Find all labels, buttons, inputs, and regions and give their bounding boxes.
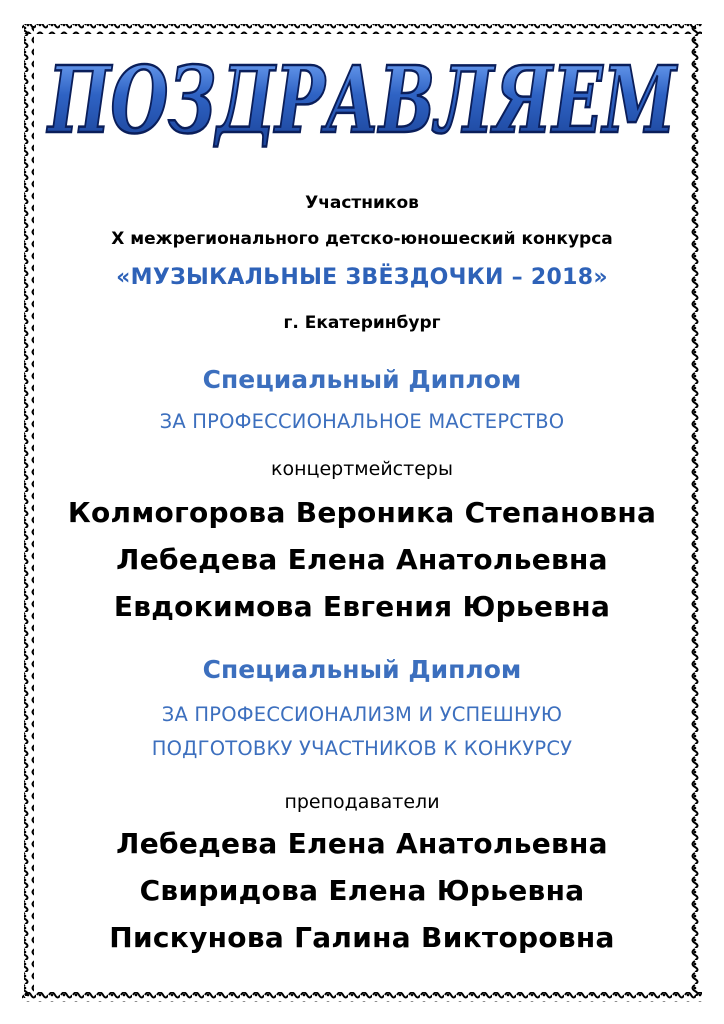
diploma-title-2: Специальный Диплом — [202, 655, 522, 684]
congratulations-banner — [34, 28, 690, 156]
city: г. Екатеринбург — [283, 313, 441, 333]
role-label-2: преподаватели — [284, 791, 440, 813]
diploma-title-1: Специальный Диплом — [202, 365, 522, 394]
person-name: Лебедева Елена Анатольевна — [116, 543, 608, 576]
person-name: Колмогорова Вероника Степановна — [67, 496, 657, 529]
diploma-subtitle-2a: ЗА ПРОФЕССИОНАЛИЗМ И УСПЕШНУЮ — [161, 703, 563, 726]
diploma-subtitle-2b: ПОДГОТОВКУ УЧАСТНИКОВ К КОНКУРСУ — [151, 737, 573, 760]
person-name: Лебедева Елена Анатольевна — [116, 827, 608, 860]
contest-name: «МУЗЫКАЛЬНЫЕ ЗВЁЗДОЧКИ – 2018» — [116, 265, 608, 290]
diploma-subtitle-1: ЗА ПРОФЕССИОНАЛЬНОЕ МАСТЕРСТВО — [159, 410, 565, 433]
contest-description: X межрегионального детско-юношеский конкурса — [111, 229, 613, 249]
role-label-1: концертмейстеры — [271, 458, 453, 480]
person-name: Евдокимова Евгения Юрьевна — [113, 590, 611, 623]
person-name: Пискунова Галина Викторовна — [109, 921, 615, 954]
participants-label: Участников — [305, 193, 419, 213]
banner-text: ПОЗДРАВЛЯЕМ — [45, 46, 679, 154]
person-name: Свиридова Елена Юрьевна — [139, 874, 585, 907]
